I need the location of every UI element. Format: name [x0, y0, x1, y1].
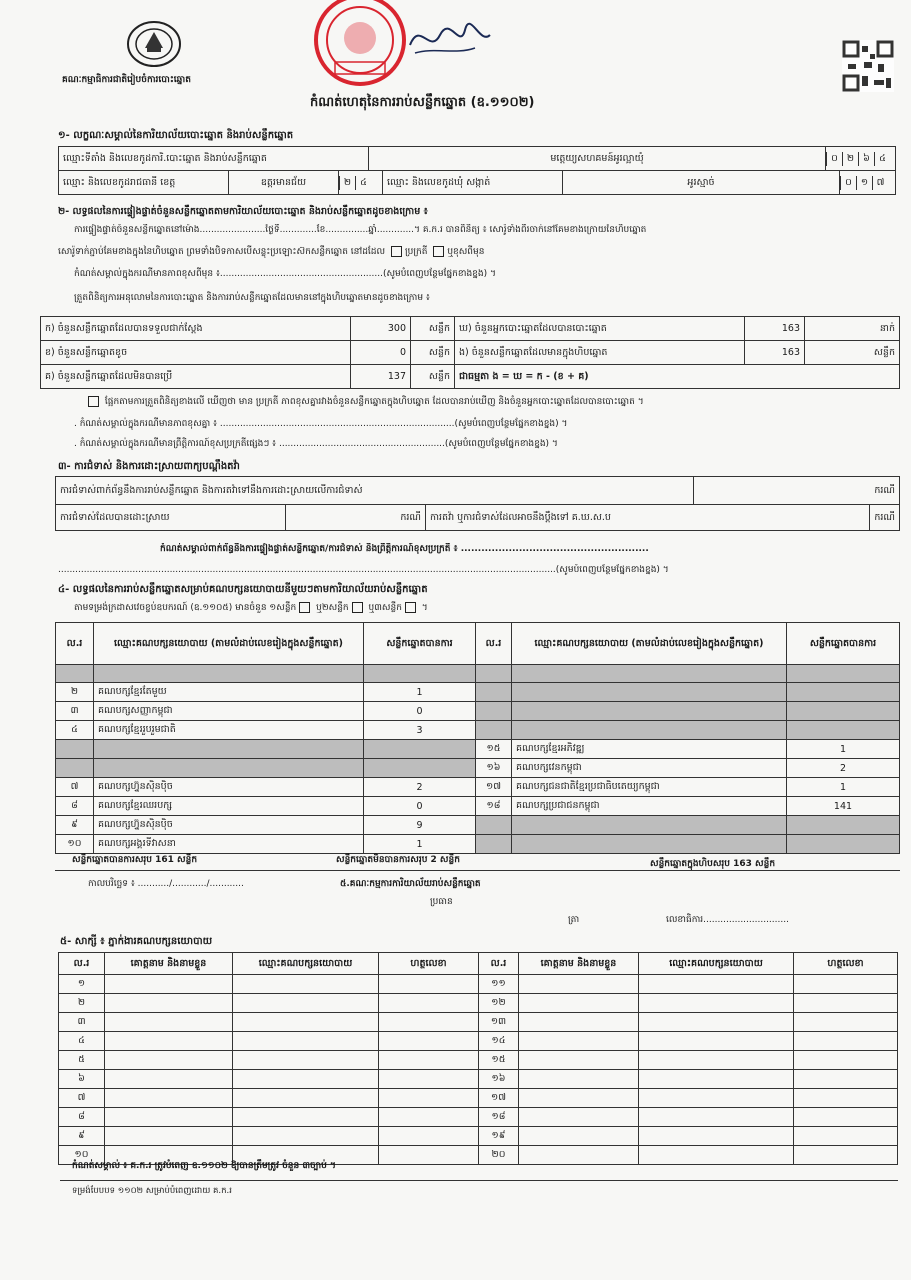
form-title: កំណត់ហេតុនៃការរាប់សន្លឹកឆ្នោត (ឧ.១១០២) — [310, 95, 535, 110]
witness-row — [59, 1127, 898, 1146]
witness-sign[interactable] — [379, 1013, 479, 1032]
party-name: គណបក្សខ្មែរឈរបក្ស — [94, 797, 364, 816]
witness-party[interactable] — [233, 1032, 379, 1051]
witness-sign[interactable] — [794, 1051, 898, 1070]
witness-party[interactable] — [639, 1146, 794, 1165]
witness-name[interactable] — [105, 1013, 233, 1032]
row-no — [476, 702, 512, 721]
witness-party[interactable] — [639, 1127, 794, 1146]
table-row — [56, 665, 900, 683]
witness-sign[interactable] — [794, 1070, 898, 1089]
witness-name[interactable] — [105, 1032, 233, 1051]
section-1-row2 — [58, 170, 896, 195]
witness-party[interactable] — [233, 994, 379, 1013]
witness-name[interactable] — [519, 1032, 639, 1051]
a-value: 300 — [351, 317, 411, 341]
witness-row — [59, 1089, 898, 1108]
row-no: ៨ — [56, 797, 94, 816]
vote-count — [787, 702, 900, 721]
vote-count — [787, 683, 900, 702]
party-name — [512, 835, 787, 854]
d-unit: នាក់ — [805, 317, 900, 341]
witness-name[interactable] — [105, 1070, 233, 1089]
witness-party[interactable] — [233, 1013, 379, 1032]
witness-no: ១១ — [479, 975, 519, 994]
witness-row — [59, 1013, 898, 1032]
vote-count — [364, 665, 476, 683]
witness-name[interactable] — [105, 994, 233, 1013]
location-label: ឈ្មោះទីតាំង និងលេខកូដការិ.បោះឆ្នោត និងរាប់សន្លឹកឆ្នោត — [59, 147, 369, 171]
witness-sign[interactable] — [379, 1051, 479, 1070]
ballot-count-table — [40, 316, 900, 389]
objection-table — [55, 476, 900, 531]
witness-name[interactable] — [105, 1108, 233, 1127]
party-name — [512, 665, 787, 683]
objection-r1: ការជំទាស់ពាក់ព័ន្ធនឹងការរាប់សន្លឹកឆ្នោត និងការតវ៉ាទៅនឹងការដោះស្រាយលើការជំទាស់ — [56, 477, 694, 505]
qr-code — [842, 40, 894, 92]
witness-sign[interactable] — [794, 1127, 898, 1146]
witness-row — [59, 1070, 898, 1089]
vote-count — [787, 816, 900, 835]
party-name — [94, 740, 364, 759]
witness-name[interactable] — [105, 1089, 233, 1108]
witness-party[interactable] — [639, 1051, 794, 1070]
e-value: 163 — [745, 341, 805, 365]
table-row — [56, 797, 900, 816]
party-name: គណបក្សជនជាតិខ្មែរប្រជាធិបតេយ្យកម្ពុជា — [512, 778, 787, 797]
witness-name[interactable] — [519, 1051, 639, 1070]
witness-party[interactable] — [639, 975, 794, 994]
section-5-title: ៥- សាក្សី ៖ ភ្នាក់ងារគណបក្សនយោបាយ — [60, 936, 213, 947]
b-unit: សន្លឹក — [411, 341, 455, 365]
witness-no: ១៣ — [479, 1013, 519, 1032]
party-name: គណបក្សខ្មែរតែមួយ — [94, 683, 364, 702]
objection-r2a-case: ករណី — [286, 505, 426, 531]
table-row — [56, 740, 900, 759]
location-code: ០ ២ ៦ ៤ — [826, 147, 896, 171]
footer-line — [60, 1180, 898, 1181]
witness-no: ៧ — [59, 1089, 105, 1108]
d-value: 163 — [745, 317, 805, 341]
section-1-title: ១- លក្ខណៈសម្គាល់នៃការិយាល័យបោះឆ្នោត និងរាប់សន្លឹកឆ្នោត — [58, 130, 294, 141]
results-table — [55, 622, 900, 854]
party-name: គណបក្សហ្វ៊ុនស៊ិនប៉ិច — [94, 778, 364, 797]
s4-sub: តាមទម្រង់ក្រដាសវេចខ្ចប់ឧបករណ៍ (ឧ.១១០៥) មានចំនួន ១សន្លឹក ឬ២សន្លឹក ឬ៣សន្លឹក ។ — [74, 603, 428, 613]
vote-count: 1 — [364, 835, 476, 854]
s3-note-tail: ..............................................................................................................................................................................(សូមបំពេញបន្ថែមផ្នែកខាងខ្នង) ។ — [58, 565, 669, 575]
row-no: ១៦ — [476, 759, 512, 778]
witness-sign[interactable] — [379, 1146, 479, 1165]
vote-count: 2 — [364, 778, 476, 797]
row-no: ៣ — [56, 702, 94, 721]
total-all: សន្លឹកឆ្នោតក្នុងហិបសរុប 163 សន្លឹក — [650, 859, 776, 869]
vote-count: 0 — [364, 702, 476, 721]
e-unit: សន្លឹក — [805, 341, 900, 365]
witness-sign[interactable] — [379, 1032, 479, 1051]
witness-sign[interactable] — [794, 1146, 898, 1165]
section-3-title: ៣- ការជំទាស់ និងការដោះស្រាយពាក្យបណ្តឹងតវ៉ា — [58, 461, 240, 472]
vote-count: 1 — [787, 778, 900, 797]
normal-checkbox[interactable] — [88, 396, 99, 407]
location-value: មត្តេយ្យសហគមន៍អូរល្អាយ៉ំ — [369, 147, 826, 171]
witness-table — [58, 952, 898, 1165]
witness-party[interactable] — [233, 1127, 379, 1146]
party-name — [512, 683, 787, 702]
col-party-right: ឈ្មោះគណបក្សនយោបាយ (តាមលំដាប់លេខរៀងក្នុងសន្លឹកឆ្នោត) — [512, 623, 787, 665]
table-row — [56, 759, 900, 778]
witness-party[interactable] — [233, 1108, 379, 1127]
vote-count: 1 — [364, 683, 476, 702]
secretary-label: លេខាធិការ.............................. — [666, 915, 789, 925]
witness-name[interactable] — [519, 975, 639, 994]
totals-line — [55, 870, 900, 871]
section-1-table — [58, 146, 896, 171]
two-sheet-checkbox[interactable] — [352, 602, 363, 613]
witness-name[interactable] — [519, 994, 639, 1013]
witness-row — [59, 994, 898, 1013]
vote-count: 9 — [364, 816, 476, 835]
commune-label: ឈ្មោះ និងលេខកូដឃុំ សង្កាត់ — [383, 171, 563, 195]
row-no: ១៥ — [476, 740, 512, 759]
check-line: ផ្អែកតាមការត្រួតពិនិត្យខាងលើ ឃើញថា មាន ប្រក្រតី ភាពខុសគ្នារវាងចំនួនសន្លឹកឆ្នោតក្នុងហិបឆ្នោត ដែលបានរាប់ឃើញ និងចំនួនអ្នកបោះឆ្នោតដែលបានបោះឆ្នោត ។ — [88, 396, 898, 409]
row-no — [476, 835, 512, 854]
witness-sign[interactable] — [794, 1032, 898, 1051]
one-sheet-checkbox[interactable] — [299, 602, 310, 613]
s2-line1: ការផ្ទៀងផ្ទាត់ចំនួនសន្លឹកឆ្នោតនៅម៉ោង.......................ថ្ងៃទី.............ខែ...............ឆ្នាំ.............។ គ.ក.រ បានពិនិត្យ ៖ សោរ៉ូទាំងពីរចាក់នៅគែមខាងក្រោយនៃហិបឆ្នោត — [74, 225, 647, 235]
witness-sign[interactable] — [794, 1013, 898, 1032]
row-no: ១០ — [56, 835, 94, 854]
vote-count — [364, 759, 476, 778]
president-label: ប្រធាន — [430, 897, 453, 907]
col-no-left: ល.រ — [56, 623, 94, 665]
witness-no: ១៩ — [479, 1127, 519, 1146]
witness-name[interactable] — [519, 1146, 639, 1165]
witness-no: ៣ — [59, 1013, 105, 1032]
row-no — [56, 759, 94, 778]
objection-r1-case: ករណី — [694, 477, 900, 505]
witness-no: ១៨ — [479, 1108, 519, 1127]
org-name: គណៈកម្មាធិការជាតិរៀបចំការបោះឆ្នោត — [62, 75, 191, 85]
party-name: គណបក្សអង្គរទីវាសនា — [94, 835, 364, 854]
witness-sign[interactable] — [379, 1070, 479, 1089]
e-label: ង) ចំនួនសន្លឹកឆ្នោតដែលមានក្នុងហិបឆ្នោត — [455, 341, 745, 365]
signature — [405, 15, 495, 60]
witness-sign[interactable] — [794, 994, 898, 1013]
vote-count: 2 — [787, 759, 900, 778]
w-col-sign-l: ហត្ថលេខា — [379, 953, 479, 975]
party-name: គណបក្សប្រជាជនកម្ពុជា — [512, 797, 787, 816]
b-value: 0 — [351, 341, 411, 365]
party-name: គណបក្សសញ្ញាកម្ពុជា — [94, 702, 364, 721]
w-col-no-l: ល.រ — [59, 953, 105, 975]
witness-sign[interactable] — [794, 975, 898, 994]
party-name — [512, 702, 787, 721]
commune-value: អូរស្មាច់ — [563, 171, 840, 195]
witness-name[interactable] — [519, 1127, 639, 1146]
objection-r2a: ការជំទាស់ដែលបានដោះស្រាយ — [56, 505, 286, 531]
a-unit: សន្លឹក — [411, 317, 455, 341]
w-col-name-r: គោត្តនាម និងនាមខ្លួន — [519, 953, 639, 975]
vote-count: 3 — [364, 721, 476, 740]
province-value: ឧត្តរមានជ័យ — [229, 171, 339, 195]
row-no: ១៨ — [476, 797, 512, 816]
table-row — [56, 778, 900, 797]
witness-no: ១៧ — [479, 1089, 519, 1108]
row-no: ៩ — [56, 816, 94, 835]
note-1: . កំណត់សម្គាល់ក្នុងករណីមានភាពខុសគ្នា ៖ ..................................................................................(សូមបំពេញបន្ថែមផ្នែកខាងខ្នង) ។ — [74, 419, 568, 429]
witness-no: ៨ — [59, 1108, 105, 1127]
table-row — [56, 721, 900, 740]
intact-checkbox[interactable] — [391, 246, 402, 257]
vote-count — [787, 835, 900, 854]
row-no: ៧ — [56, 778, 94, 797]
witness-name[interactable] — [105, 975, 233, 994]
w-col-no-r: ល.រ — [479, 953, 519, 975]
total-valid: សន្លឹកឆ្នោតបានការសរុប 161 សន្លឹក — [72, 855, 198, 865]
commune-code: ០ ១ ៧ — [840, 171, 896, 195]
witness-party[interactable] — [639, 1070, 794, 1089]
witness-sign[interactable] — [379, 994, 479, 1013]
row-no — [56, 665, 94, 683]
row-no: ១៧ — [476, 778, 512, 797]
changed-checkbox[interactable] — [433, 246, 444, 257]
witness-row — [59, 1108, 898, 1127]
s2-line3: កំណត់សម្គាល់ក្នុងករណីមានភាពខុសពីមុន ៖.........................................................(សូមបំពេញបន្ថែមផ្នែកខាងខ្នង) ។ — [74, 269, 496, 279]
witness-party[interactable] — [639, 1108, 794, 1127]
c-value: 137 — [351, 365, 411, 389]
party-name — [94, 759, 364, 778]
witness-no: ៩ — [59, 1127, 105, 1146]
footer-text: ទម្រង់បែបបទ ១១០២ សម្រាប់បំពេញដោយ គ.ក.រ — [72, 1186, 232, 1196]
note-2: . កំណត់សម្គាល់ក្នុងករណីមានព្រឹត្តិការណ៍ខុសប្រក្រតីផ្សេងៗ ៖ ..........................................................(សូមបំពេញបន្ថែមផ្នែកខាងខ្នង) ។ — [74, 439, 558, 449]
s2-line2: សោរ៉ូទាក់ភ្ជាប់គែមខាងក្នុងនៃហិបឆ្នោត ព្រមទាំងបិទកាសបើសន្លុះប្រឡោះស៊កសន្លឹកឆ្នោត នៅដដែល ប្រក្រតី ឬខុសពីមុន — [58, 247, 485, 257]
witness-party[interactable] — [639, 994, 794, 1013]
witness-sign[interactable] — [379, 1089, 479, 1108]
col-no-right: ល.រ — [476, 623, 512, 665]
witness-party[interactable] — [639, 1013, 794, 1032]
total-invalid: សន្លឹកឆ្នោតមិនបានការសរុប 2 សន្លឹក — [336, 855, 460, 865]
witness-no: ១០ — [59, 1146, 105, 1165]
witness-sign[interactable] — [379, 975, 479, 994]
stamp-label: ត្រា — [568, 915, 580, 925]
table-row — [56, 835, 900, 854]
witness-no: ១៤ — [479, 1032, 519, 1051]
objection-r2b-case: ករណី — [870, 505, 900, 531]
witness-sign[interactable] — [379, 1127, 479, 1146]
party-name — [94, 665, 364, 683]
witness-name[interactable] — [105, 1051, 233, 1070]
witness-party[interactable] — [639, 1089, 794, 1108]
witness-name[interactable] — [519, 1013, 639, 1032]
witness-no: ១៦ — [479, 1070, 519, 1089]
witness-name[interactable] — [519, 1089, 639, 1108]
witness-no: ២០ — [479, 1146, 519, 1165]
official-stamp — [305, 0, 415, 90]
witness-row — [59, 1051, 898, 1070]
date-line: កាលបរិច្ឆេទ ៖ .........../............/............ — [88, 879, 244, 889]
row-no: ៤ — [56, 721, 94, 740]
party-name — [512, 816, 787, 835]
row-no — [476, 683, 512, 702]
witness-no: ៦ — [59, 1070, 105, 1089]
a-label: ក) ចំនួនសន្លឹកឆ្នោតដែលបានទទួលជាក់ស្តែង — [41, 317, 351, 341]
s2-line4: ត្រួតពិនិត្យការអនុលោមនៃការបោះឆ្នោត និងការរាប់សន្លឹកឆ្នោតដែលមាននៅក្នុងហិបឆ្នោតមានដូចខាងក្រោម ៖ — [74, 293, 430, 303]
party-name: គណបក្សខ្មែរអភិវឌ្ឍ — [512, 740, 787, 759]
witness-no: ២ — [59, 994, 105, 1013]
party-name: គណបក្សវេនកម្ពុជា — [512, 759, 787, 778]
w-col-name-l: គោត្តនាម និងនាមខ្លួន — [105, 953, 233, 975]
witness-no: ៤ — [59, 1032, 105, 1051]
witness-party[interactable] — [233, 1051, 379, 1070]
witness-party[interactable] — [639, 1032, 794, 1051]
witness-no: ១៥ — [479, 1051, 519, 1070]
table-row — [56, 683, 900, 702]
witness-party[interactable] — [233, 975, 379, 994]
w-col-sign-r: ហត្ថលេខា — [794, 953, 898, 975]
witness-no: ៥ — [59, 1051, 105, 1070]
witness-name[interactable] — [519, 1070, 639, 1089]
row-no — [56, 740, 94, 759]
row-no — [476, 721, 512, 740]
table-row — [56, 702, 900, 721]
s3-note: កំណត់សម្គាល់ពាក់ព័ន្ធនឹងការផ្ទៀងផ្ទាត់សន្លឹកឆ្នោត/ការជំទាស់ និងព្រឹត្តិការណ៍ខុសប្រក្រតី ៖ ....................................................... — [160, 544, 649, 554]
vote-count: 141 — [787, 797, 900, 816]
vote-count — [787, 721, 900, 740]
witness-party[interactable] — [233, 1070, 379, 1089]
party-name — [512, 721, 787, 740]
witness-sign[interactable] — [794, 1108, 898, 1127]
section-2-title: ២- លទ្ធផលនៃការផ្ទៀងផ្ទាត់ចំនួនសន្លឹកឆ្នោតតាមការិយាល័យបោះឆ្នោត និងរាប់សន្លឹកឆ្នោតដូចខាងក្រោម ៖ — [58, 206, 428, 217]
three-sheet-checkbox[interactable] — [405, 602, 416, 613]
vote-count — [787, 665, 900, 683]
col-votes-left: សន្លឹកឆ្នោតបានការ — [364, 623, 476, 665]
d-label: ឃ) ចំនួនអ្នកបោះឆ្នោតដែលបានបោះឆ្នោត — [455, 317, 745, 341]
witness-sign[interactable] — [794, 1089, 898, 1108]
vote-count: 0 — [364, 797, 476, 816]
c-unit: សន្លឹក — [411, 365, 455, 389]
c-label: គ) ចំនួនសន្លឹកឆ្នោតដែលមិនបានប្រើ — [41, 365, 351, 389]
objection-r2b: ការតវ៉ា ឬការជំទាស់ដែលអាចនឹងប្តឹងទៅ គ.ឃ.ស.ប — [426, 505, 870, 531]
col-party-left: ឈ្មោះគណបក្សនយោបាយ (តាមលំដាប់លេខរៀងក្នុងសន្លឹកឆ្នោត) — [94, 623, 364, 665]
section-4-title: ៤- លទ្ធផលនៃការរាប់សន្លឹកឆ្នោតសម្រាប់គណបក្សនយោបាយនីមួយៗតាមការិយាល័យរាប់សន្លឹកឆ្នោត — [58, 584, 428, 595]
witness-name[interactable] — [105, 1127, 233, 1146]
province-code: ២ ៤ — [339, 171, 383, 195]
witness-row — [59, 975, 898, 994]
vote-count — [364, 740, 476, 759]
table-row — [56, 816, 900, 835]
committee-logo — [125, 18, 183, 70]
vote-count: 1 — [787, 740, 900, 759]
witness-sign[interactable] — [379, 1108, 479, 1127]
row-no — [476, 816, 512, 835]
w-col-party-r: ឈ្មោះគណបក្សនយោបាយ — [639, 953, 794, 975]
b-label: ខ) ចំនួនសន្លឹកឆ្នោតខូច — [41, 341, 351, 365]
row-no — [476, 665, 512, 683]
witness-row — [59, 1032, 898, 1051]
col-votes-right: សន្លឹកឆ្នោតបានការ — [787, 623, 900, 665]
row-no: ២ — [56, 683, 94, 702]
committee-title: ៥.គណៈកម្មការការិយាល័យរាប់សន្លឹកឆ្នោត — [340, 879, 481, 889]
s5-note: កំណត់សម្គាល់ ៖ គ.ក.រ ត្រូវបំពេញ ឧ.១១០២ ឱ្យបានត្រឹមត្រូវ ចំនួន ៣ច្បាប់ ។ — [72, 1161, 336, 1171]
witness-no: ១២ — [479, 994, 519, 1013]
witness-name[interactable] — [519, 1108, 639, 1127]
witness-no: ១ — [59, 975, 105, 994]
witness-party[interactable] — [233, 1089, 379, 1108]
party-name: គណបក្សហ្វ៊ុនស៊ិនប៉ិច — [94, 816, 364, 835]
formula: ជាធម្មតា ង = ឃ = ក - (ខ + គ) — [455, 365, 900, 389]
w-col-party-l: ឈ្មោះគណបក្សនយោបាយ — [233, 953, 379, 975]
province-label: ឈ្មោះ និងលេខកូដរាជធានី ខេត្ត — [59, 171, 229, 195]
party-name: គណបក្សខ្មែររួបរួមជាតិ — [94, 721, 364, 740]
